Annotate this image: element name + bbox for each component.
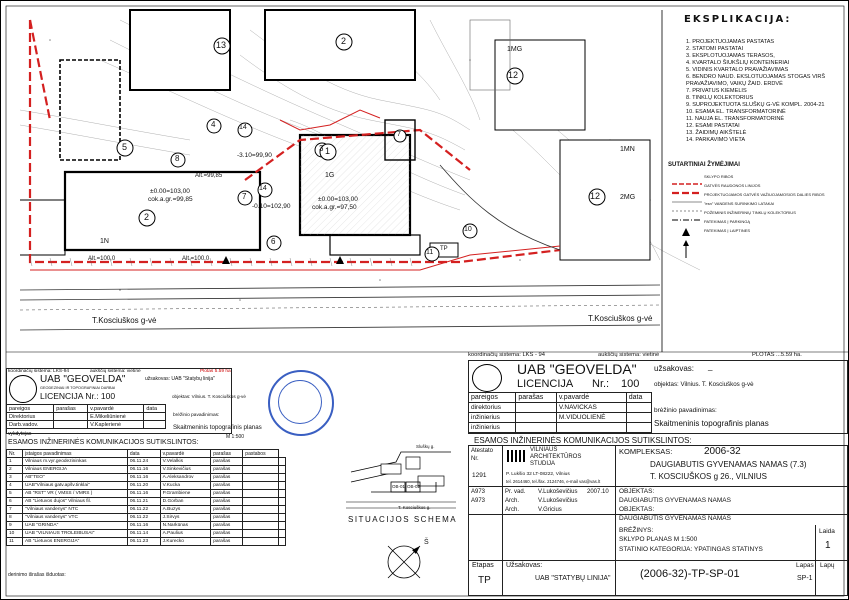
project-person-cell: Arch.: [505, 498, 520, 504]
studio-addr-1: P. Lukšio 32 LT-08222, Vilnius: [506, 472, 570, 477]
project-person-cell: V.Lukoševičius: [538, 498, 578, 504]
coord-table-cell: parašas: [211, 482, 243, 490]
situation-street-top: Sluškų g.: [416, 444, 435, 449]
coord-table: [6, 449, 286, 546]
coord-table-cell: 06.11.23: [127, 538, 160, 546]
coord-table-cell: 2: [7, 466, 23, 474]
legend-items: [686, 39, 843, 144]
legend-sign: GATVĖS RAUDONOS LINIJOS: [704, 183, 761, 188]
lapas-val: SP-1: [797, 575, 813, 582]
coord-table-cell: [278, 538, 285, 546]
etapas-val: TP: [478, 575, 491, 586]
alt-label-1: Alt.=100,0: [88, 256, 116, 262]
uzsakovas-label: Užsakovas:: [506, 562, 543, 569]
right-row2-name: M.VIDUOLIENĖ: [556, 413, 626, 423]
right-object: objektas: Vilnius. T. Kosciuškos g-vė: [654, 381, 754, 388]
coord-table-cell: [278, 490, 285, 498]
objektas-2-val: DAUGIABUTIS GYVENAMAS NAMAS: [619, 515, 731, 522]
legend-item: 3. EKSPLOTUOJAMAS TERASOS,: [686, 53, 775, 59]
situation-north: Š: [424, 539, 429, 546]
coord-table-row: [7, 466, 286, 474]
coord-table-cell: [278, 530, 285, 538]
coord-table-cell: A.Paulius: [160, 530, 211, 538]
laida-val: 1: [825, 540, 831, 551]
coord-table-cell: P.Grambiene: [160, 490, 211, 498]
right-signers-table: [468, 392, 652, 433]
right-license-num: 100: [621, 378, 640, 390]
coord-table-cell: [243, 506, 279, 514]
alt-label-2: Alt.=100,0: [182, 256, 210, 262]
left-signers-table: [6, 404, 166, 429]
stamp-hline-1: [468, 486, 848, 487]
studio-logo: [507, 450, 527, 462]
coord-table-row: [7, 530, 286, 538]
project-person-cell: V.Gricius: [538, 507, 562, 513]
coord-table-cell: Vilniaus ENERGIJA: [23, 466, 128, 474]
plan-label-5: 5: [122, 142, 128, 152]
coord-table-cell: [278, 482, 285, 490]
coord-table-row: [7, 482, 286, 490]
coord-table-header: data: [127, 450, 160, 458]
coord-table-header: parašas: [211, 450, 243, 458]
coord-table-cell: parašas: [211, 458, 243, 466]
plan-label-6: 6: [271, 237, 276, 246]
coord-table-cell: J.Kurecko: [160, 538, 211, 546]
coord-table-cell: parašas: [211, 498, 243, 506]
kompleks-name-1: DAUGIABUTIS GYVENAMAS NAMAS (7.3): [650, 460, 807, 469]
right-logo: [472, 364, 502, 392]
plan-label-4: 4: [211, 120, 216, 129]
right-company: UAB "GEOVELDA": [517, 361, 637, 377]
legend-sign: PROJEKTUOJAMOS GATVĖS VAŽIUOJAMOSIOS DALIES RIBOS: [704, 192, 825, 197]
left-license: LICENCIJA Nr.: 100: [40, 391, 116, 401]
coord-table-cell: [278, 522, 285, 530]
brezinys-val: SKLYPO PLANAS M 1:500: [619, 536, 698, 543]
coord-table-cell: [243, 458, 279, 466]
plan-label-11: 11: [426, 249, 434, 256]
coord-table-cell: [243, 522, 279, 530]
coord-table-row: [7, 498, 286, 506]
coord-table-cell: [243, 514, 279, 522]
coord-table-cell: [243, 482, 279, 490]
right-hdr-pareigos: pareigos: [469, 393, 516, 403]
right-row1-role: direktorius: [469, 403, 516, 413]
project-person-cell: Pr. vad.: [505, 489, 526, 495]
situation-plot-a: OB-01: [392, 484, 406, 489]
coord-table-cell: [278, 474, 285, 482]
coord-table-cell: parašas: [211, 522, 243, 530]
legend-item: 2. STATOMI PASTATAI: [686, 46, 744, 52]
plan-label-14b: 14: [259, 185, 267, 192]
coord-table-cell: D.Gorban: [160, 498, 211, 506]
left-hdr-pavarde: v.pavardė: [88, 405, 144, 413]
objektas-1-label: OBJEKTAS:: [619, 488, 655, 495]
coord-table-row: [7, 506, 286, 514]
legend-item: 8. TINKLŲ KOLEKTORIUS: [686, 95, 754, 101]
project-person-cell: A973: [471, 498, 486, 504]
coord-table-cell: V.Sinkevičius: [160, 466, 211, 474]
left-plotas: Plotas 5.59 ha: [200, 369, 231, 374]
situation-plot-b: OB-02: [407, 484, 421, 489]
coord-table-cell: [243, 490, 279, 498]
left-row1-name: E.Mikeliūnienė: [88, 413, 144, 421]
coord-table-cell: AB "RST" VR ( VMSS / VMRS ): [23, 490, 128, 498]
coord-table-cell: 06.11.20: [127, 482, 160, 490]
right-drawing-label: brėžinio pavadinimas:: [654, 407, 717, 414]
coord-table-cell: 06.11.21: [127, 498, 160, 506]
stamp-vline-1: [502, 445, 503, 596]
left-hdr-parasas: parašas: [54, 405, 88, 413]
coord-table-cell: "Vilniaus vandenys" NTC: [23, 506, 128, 514]
legend-item: 12. ESAMI PASTATAI: [686, 123, 740, 129]
coord-table-cell: V.Velalkis: [160, 458, 211, 466]
left-row2-role: Darb.vadov.: [7, 421, 54, 429]
drawing-code: (2006-32)-TP-SP-01: [640, 568, 740, 580]
coord-table-cell: parašas: [211, 490, 243, 498]
plan-label-3: 3: [319, 144, 324, 153]
right-row2-role: inžinierius: [469, 413, 516, 423]
legend-item: 9. SUPROJEKTUOTA SLUŠKŲ G-VĖ KOMPL. 2004-21: [686, 102, 825, 108]
coord-table-cell: [278, 458, 285, 466]
coord-table-cell: "Vilniaus vandenys" VTC: [23, 514, 128, 522]
coord-table-cell: A.Aleksandrov: [160, 474, 211, 482]
coord-table-header: v.pavardė: [160, 450, 211, 458]
plan-label-7: 7: [242, 192, 247, 201]
coord-table-cell: [243, 538, 279, 546]
coord-table-row: [7, 474, 286, 482]
legend-sign: "esn" VANDENS SURINKIMO LATAKAI: [704, 201, 775, 206]
lapas-label: Lapas: [796, 562, 814, 569]
situation-title: SITUACIJOS SCHEMA: [348, 515, 458, 524]
legend-signs: [704, 172, 843, 235]
laida-label: Laida: [819, 528, 835, 535]
coord-table-cell: 06.11.22: [127, 506, 160, 514]
legend-item: 6. BENDRO NAUD. EKSLOTUOJAMAS STOGAS VIRŠ PRAVAŽIAVIMO, VAIKŲ ŽAID. ERDVĖ: [686, 74, 826, 87]
coord-table-cell: A.Buzys: [160, 506, 211, 514]
project-person-cell: 2007.10: [587, 489, 609, 495]
coord-table-cell: parašas: [211, 466, 243, 474]
right-row1-name: V.NAVICKAS: [556, 403, 626, 413]
coord-table-cell: [278, 514, 285, 522]
left-drawing-name: Skaitmeninis topografinis planas: [173, 424, 262, 431]
left-hdr-data: data: [144, 405, 166, 413]
left-hdr-pareigos: pareigos: [7, 405, 54, 413]
atestato-num: 1291: [472, 472, 487, 479]
plan-label-14a: 14: [239, 124, 247, 131]
legend-item: 4. KVARTALO ŠIUKŠLIŲ KONTEINERIAI: [686, 60, 790, 66]
coord-table-cell: [278, 466, 285, 474]
left-drawing-label: brėžinio pavadinimas:: [173, 413, 220, 418]
coord-table-cell: 06.11.16: [127, 522, 160, 530]
legend-item: 5. VIDINIS KVARTALO PRAVAŽIAVIMAS: [686, 67, 789, 73]
brezinys-label: BRĖŽINYS:: [619, 527, 654, 534]
tag-2mg: 2MG: [620, 194, 636, 201]
legend-item: 10. ESAMA EL. TRANSFORMATORINĖ: [686, 109, 786, 115]
coord-table-cell: 10: [7, 530, 23, 538]
atestato-label: Atestato Nr.: [471, 448, 494, 462]
legend: [668, 14, 843, 235]
bldg2-cok: cok.a.gr.=99,85: [148, 196, 193, 203]
coord-table-cell: 1: [7, 458, 23, 466]
plan-label-8: 8: [175, 154, 180, 163]
coord-table-row: [7, 538, 286, 546]
etapas-label: Etapas: [472, 562, 494, 569]
studio-name-1: VILNIAUS: [530, 447, 558, 453]
left-logo: [9, 375, 37, 403]
legend-item: 11. NAUJA EL. TRANSFORMATORINĖ: [686, 116, 785, 122]
coord-table-row: [7, 458, 286, 466]
coord-table-cell: [243, 530, 279, 538]
right-coord-title: ESAMOS INŽINERINĖS KOMUNIKACIJOS SUTIKSLINTOS:: [474, 436, 692, 445]
lapu-label: Lapų: [820, 562, 835, 569]
right-license-label: LICENCIJA: [517, 378, 574, 390]
bldg1-level: ±0.00=103,00: [318, 196, 358, 203]
coord-table-cell: 11: [7, 538, 23, 546]
right-hdr-pavarde: v.pavardė: [556, 393, 626, 403]
right-client-label: užsakovas:: [654, 364, 695, 373]
left-coord: koordinačių sistema: LKS-94: [8, 369, 70, 374]
stamp-hline-3: [468, 560, 848, 561]
coord-table-cell: parašas: [211, 538, 243, 546]
coord-table-cell: [278, 498, 285, 506]
plan-label-12b: 12: [590, 191, 601, 201]
plan-label-13: 13: [216, 40, 227, 50]
kategorija: STATINIO KATEGORIJA: YPATINGAS STATINYS: [619, 546, 763, 553]
signs-title: SUTARTINIAI ŽYMĖJIMAI: [668, 162, 740, 168]
plan-label-12a: 12: [508, 70, 519, 80]
coord-table-cell: V.Kucka: [160, 482, 211, 490]
legend-sign: PATEKIMAS Į PARKINGĄ: [704, 219, 751, 224]
right-hdr-data: data: [626, 393, 651, 403]
plan-label-10: 10: [464, 226, 472, 233]
coord-table-cell: 9: [7, 522, 23, 530]
plan-label-7b: 7: [397, 131, 401, 138]
coord-table-cell: J.Sirvys: [160, 514, 211, 522]
right-license-nr: Nr.:: [592, 378, 610, 390]
coord-table-row: [7, 490, 286, 498]
right-hdr-parasas: parašas: [516, 393, 557, 403]
left-object: objektas: Vilnius. T. Kosciuškos g-vė: [172, 394, 246, 399]
studio-name-3: STUDIJA: [530, 461, 556, 467]
bldg2-level: ±0.00=103,00: [150, 188, 190, 195]
coord-table-cell: 3: [7, 474, 23, 482]
project-person-cell: A973: [471, 489, 486, 495]
coord-table-cell: AB "Lietuvos ENERGIJA": [23, 538, 128, 546]
tag-tp: TP: [440, 246, 448, 252]
legend-item: 7. PRIVATUS KIEMELIS: [686, 88, 747, 94]
coord-system-right: koordinačių sistema: LKS - 94: [468, 352, 546, 358]
street-label-right: T.Kosciuškos g-vė: [588, 314, 653, 323]
level-310: -3.10=99,90: [237, 152, 272, 159]
komplekso-val: 2006-32: [704, 446, 741, 457]
coord-table-cell: 06.11.16: [127, 466, 160, 474]
legend-item: 13. ŽAIDIMŲ AIKŠTELĖ: [686, 130, 747, 136]
legend-title: EKSPLIKACIJA:: [684, 14, 792, 25]
bldg1-cok: cok.a.gr.=97,50: [312, 204, 357, 211]
coord-table-cell: [278, 506, 285, 514]
coord-table-cell: Vilniaus m.vyr.geodezininkas: [23, 458, 128, 466]
coord-table-cell: 5: [7, 490, 23, 498]
coord-table-cell: 06.11.14: [127, 530, 160, 538]
plan-label-2: 2: [341, 36, 347, 46]
plan-label-2b: 2: [144, 212, 150, 222]
coord-table-cell: 06.11.22: [127, 514, 160, 522]
objektas-2-label: OBJEKTAS:: [619, 506, 655, 513]
project-person-cell: V.Lukoševičius: [538, 489, 578, 495]
coord-table-cell: 06.11.16: [127, 474, 160, 482]
legend-item: 1. PROJEKTUOJAMAS PASTATAS: [686, 39, 775, 45]
left-scale: M 1:500: [226, 434, 245, 440]
coord-table-cell: UAB "VILNIAUS TROLEIBUSAI": [23, 530, 128, 538]
company-seal: [268, 370, 334, 436]
right-drawing-name: Skaitmeninis topografinis planas: [654, 419, 769, 428]
coord-table-cell: AB "Lietuvos dujos" Vilniaus fil.: [23, 498, 128, 506]
project-person-cell: Arch.: [505, 507, 520, 513]
coord-table-cell: 6: [7, 498, 23, 506]
coord-table-cell: N.Narkūnas: [160, 522, 211, 530]
coord-table-cell: parašas: [211, 530, 243, 538]
plan-label-1: 1: [325, 146, 331, 156]
coord-table-cell: UAB"Vilniaus gatv.apšv.tinklai": [23, 482, 128, 490]
coord-table-cell: [243, 498, 279, 506]
left-row2-name: V.Kaplerienė: [88, 421, 144, 429]
left-company-sub: GEODEZINIAI IR TOPOGRAFINIAI DARBAI: [40, 386, 116, 390]
coord-table-cell: AB"TEO": [23, 474, 128, 482]
coord-table-row: [7, 514, 286, 522]
uzsakovas-val: UAB "STATYBŲ LINIJA": [535, 575, 611, 582]
coord-table-title: ESAMOS INŽINERINĖS KOMUNIKACIJOS SUTIKSLINTOS:: [8, 439, 199, 446]
left-height: aukščių sistema: vietinė: [90, 369, 141, 374]
tag-1n: 1N: [100, 238, 109, 245]
coord-table-cell: [243, 474, 279, 482]
studio-name-2: ARCHITEKTŪROS: [530, 454, 582, 460]
tag-1mn: 1MN: [620, 146, 635, 153]
alt-label-3: Alt.=99,85: [195, 173, 223, 179]
left-row1-role: Direktorius: [7, 413, 54, 421]
left-row3-role: vykdytojas: [8, 431, 32, 437]
coord-table-row: [7, 522, 286, 530]
coord-table-cell: parašas: [211, 474, 243, 482]
objektas-1-val: DAUGIABUTIS GYVENAMAS NAMAS: [619, 497, 731, 504]
coord-table-header: įstaigos pavadinimas: [23, 450, 128, 458]
komplekso-label: KOMPLEKSAS:: [619, 447, 673, 456]
coord-table-cell: 8: [7, 514, 23, 522]
height-system-right: aukščių sistema: vietinė: [598, 352, 660, 358]
coord-table-header: Nr.: [7, 450, 23, 458]
tag-1mg: 1MG: [507, 46, 523, 53]
left-client: užsakovas: UAB "Statybų linija": [145, 376, 215, 382]
legend-item: 14. PARKAVIMO VIETA: [686, 137, 746, 143]
legend-sign: PATEKIMAS Į LAIPTINES: [704, 228, 751, 233]
kompleks-name-2: T. KOSCIUŠKOS g 26., VILNIUS: [650, 472, 767, 481]
coord-table-cell: [243, 466, 279, 474]
coord-table-header: pastabos: [243, 450, 279, 458]
tag-1g: 1G: [325, 172, 335, 179]
coord-table-cell: 7: [7, 506, 23, 514]
right-row3-role: inžinierius: [469, 423, 516, 433]
coord-table-cell: parašas: [211, 514, 243, 522]
coord-table-footer: derinimo išrašas išduotas:: [8, 572, 66, 578]
coord-table-cell: 4: [7, 482, 23, 490]
coord-table-cell: 06.11.24: [127, 458, 160, 466]
situation-street-bottom: T. Kosciuškos g.: [398, 505, 431, 510]
legend-sign: SKLYPO RIBOS: [704, 174, 734, 179]
street-label-left: T.Kosciuškos g-vė: [92, 316, 157, 325]
legend-sign: POŽEMINIS INŽINERINIŲ TINKLŲ KOLEKTORIUS: [704, 210, 796, 215]
coord-table-cell: UAB "GRINDA": [23, 522, 128, 530]
studio-addr-2: tel. 2614460, tel./fax. 2124746, e-mail vas@vas.lt: [506, 479, 601, 484]
plotas-right: PLOTAS ...5.59 ha.: [752, 352, 802, 358]
coord-table-cell: parašas: [211, 506, 243, 514]
level-010: -0.10=102,90: [252, 203, 291, 210]
left-company: UAB "GEOVELDA": [40, 374, 126, 385]
right-client-val: _: [708, 362, 713, 371]
coord-table-cell: 06.11.16: [127, 490, 160, 498]
stamp-vline-2: [615, 445, 616, 596]
